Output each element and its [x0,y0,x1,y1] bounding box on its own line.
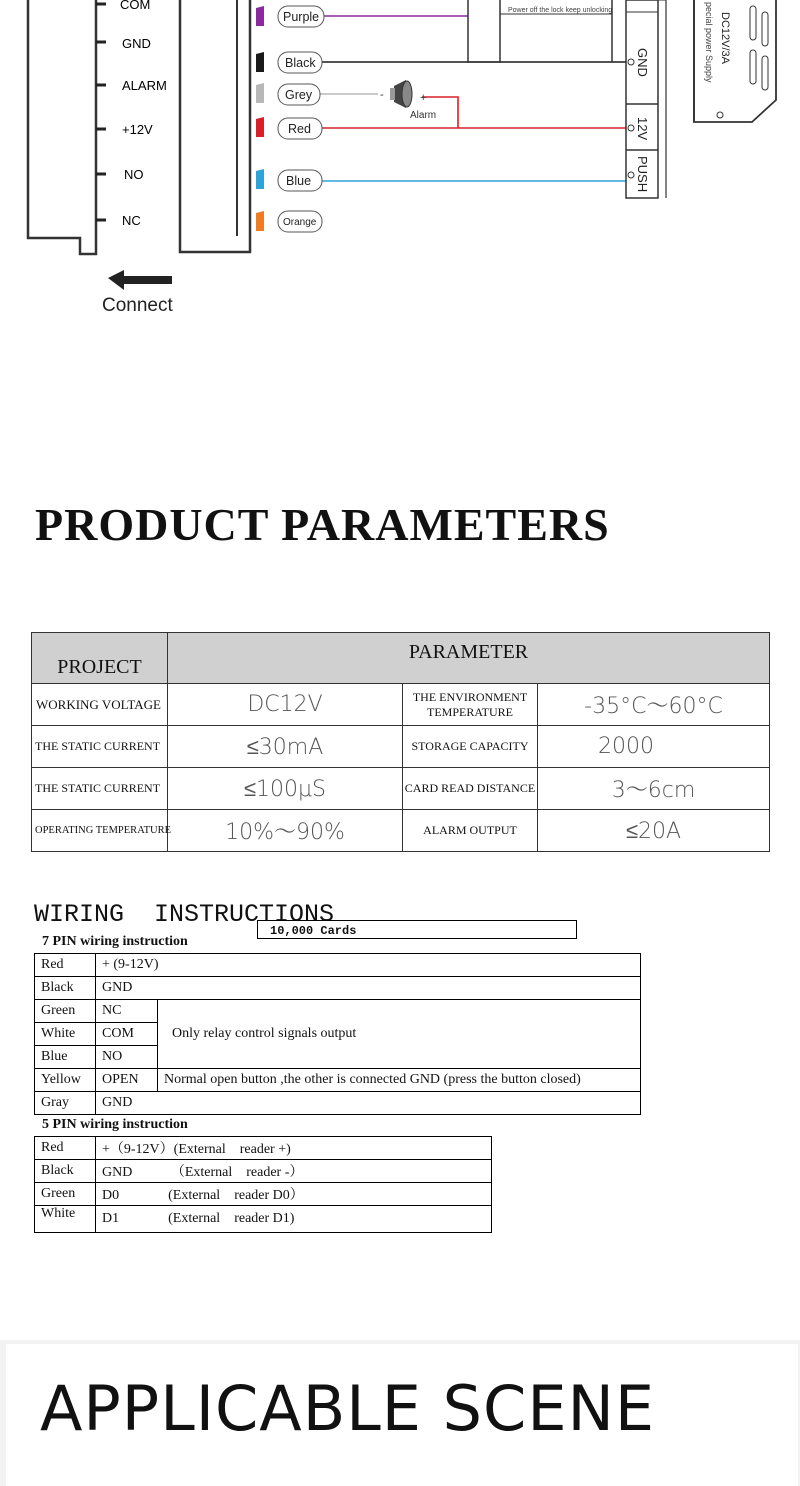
seven-pin-title: 7 PIN wiring instruction [42,934,188,949]
relay-note: Only relay control signals output [158,1000,641,1069]
table-row [35,1092,641,1115]
table-row [35,1000,641,1023]
supply-label: DC12V/3A [719,12,731,64]
wire-tab-orange [256,211,264,231]
param-value: 10%～90% [168,810,403,852]
five-pin-title: 5 PIN wiring instruction [42,1117,188,1132]
connect-arrow-icon [108,270,172,290]
param-value-2: ≤20A [538,810,770,852]
terminal-com: COM [120,0,151,12]
wire-signal-cell: +（9-12V）(External reader +) [96,1137,492,1160]
alarm-plus: + [420,92,427,104]
wire-color-cell: White [35,1206,96,1233]
param-label-2: THE ENVIRONMENT TEMPERATURE [403,684,538,726]
open-note: Normal open button ,the other is connected GND (press the button closed) [158,1069,641,1092]
wire-color-cell: Green [35,1000,96,1023]
table-row [35,1183,492,1206]
wire-color-cell: Red [35,1137,96,1160]
wire-tab-purple [256,6,264,26]
header-parameter: PARAMETER [168,633,770,684]
wire-color-cell: Green [35,1183,96,1206]
device-outline [28,0,96,254]
wire-signal-cell: NO [96,1046,158,1069]
table-row [35,977,641,1000]
param-row [32,726,770,768]
wire-signal-cell: D1 (External reader D1) [96,1206,492,1233]
param-value: ≤30mA [168,726,403,768]
supply-pin-12v: 12V [635,117,650,141]
param-row [32,768,770,810]
wire-tab-blue [256,169,264,189]
table-row [35,1069,641,1092]
terminal-no: NO [124,167,144,182]
param-value-2: 2000 [538,726,770,768]
table-row [35,1206,492,1233]
table-row [35,1160,492,1183]
wire-signal-cell: NC [96,1000,158,1023]
product-parameters-title: PRODUCT PARAMETERS [35,499,610,550]
param-value-2: 3～6cm [538,768,770,810]
connect-label: Connect [102,295,173,316]
supply-pin-push: PUSH [635,156,650,193]
wire-signal-cell: OPEN [96,1069,158,1092]
param-value-2: -35°C～60°C [538,684,770,726]
param-label-2: CARD READ DISTANCE [403,768,538,810]
supply-sublabel: pecial power Supply [704,2,714,83]
alarm-minus: - [380,89,384,101]
param-label: THE STATIC CURRENT [32,768,168,810]
wire-color-cell: Yellow [35,1069,96,1092]
header-project: PROJECT [32,633,168,684]
wire-color-cell: Black [35,977,96,1000]
parameters-table [31,632,770,852]
wire-tab-grey [256,83,264,103]
param-label: THE STATIC CURRENT [32,726,168,768]
terminal-12v: +12V [122,122,153,137]
supply-pin-gnd: GND [635,48,650,77]
wire-color-cell: Blue [35,1046,96,1069]
wire-color-cell: Black [35,1160,96,1183]
wire-color-cell: White [35,1023,96,1046]
five-pin-table [34,1136,492,1233]
alarm-siren-icon [390,80,412,108]
wire-color-cell: Gray [35,1092,96,1115]
wire-label-orange: Orange [283,217,317,228]
param-label: OPERATING TEMPERATURE [32,810,168,852]
wire-signal-cell: GND [96,1092,641,1115]
alarm-label: Alarm [410,110,437,121]
terminal-gnd: GND [122,36,151,51]
applicable-scene-title: APPLICABLE SCENE [40,1372,656,1445]
lock-box [468,0,500,62]
wire-signal-cell: COM [96,1023,158,1046]
param-value: DC12V [168,684,403,726]
wire-label-blue: Blue [286,174,312,188]
wire-signal-cell: + (9-12V) [96,954,641,977]
wire-label-grey: Grey [285,88,313,102]
param-label-2: STORAGE CAPACITY [403,726,538,768]
param-row [32,810,770,852]
device-outline-right [180,0,250,252]
lock-note: Power off the lock keep unlocking [508,7,613,14]
param-row [32,684,770,726]
cards-note: 10,000 Cards [257,920,577,939]
wire-label-red: Red [288,122,311,136]
param-label-2: ALARM OUTPUT [403,810,538,852]
terminal-alarm: ALARM [122,78,167,93]
wire-tab-red [256,117,264,137]
wiring-diagram [0,0,800,340]
wire-color-cell: Red [35,954,96,977]
param-value: ≤100μS [168,768,403,810]
wire-label-black: Black [285,56,316,70]
seven-pin-table [34,953,641,1115]
table-row [35,1137,492,1160]
table-row [35,954,641,977]
wiring-instructions-title: WIRING INSTRUCTIONS [34,900,335,929]
wire-signal-cell: GND [96,977,641,1000]
wire-label-purple: Purple [283,10,320,24]
terminal-nc: NC [122,213,141,228]
wire-signal-cell: D0 (External reader D0） [96,1183,492,1206]
wire-signal-cell: GND （External reader -） [96,1160,492,1183]
wire-tab-black [256,52,264,72]
param-label: WORKING VOLTAGE [32,684,168,726]
